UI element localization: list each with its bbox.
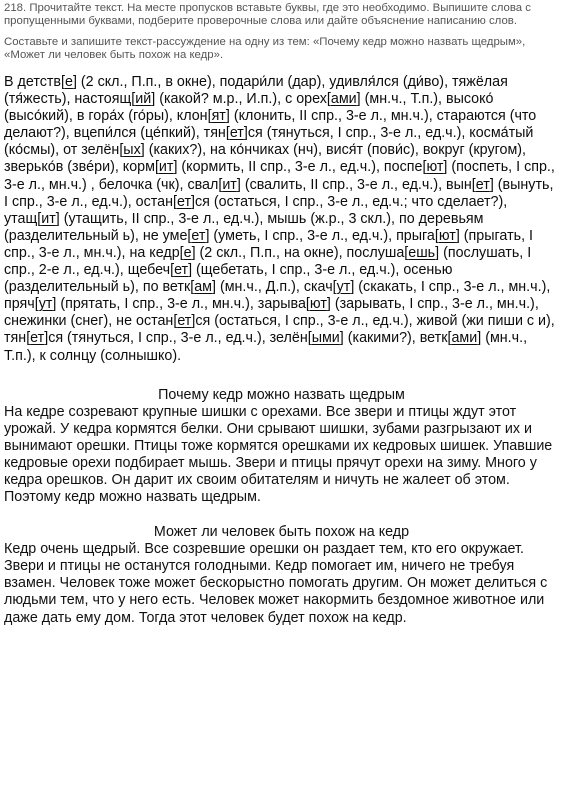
inserted-letters: ят bbox=[211, 108, 226, 125]
inserted-letters: ет bbox=[30, 330, 45, 347]
essay-text: Кедр очень щедрый. Все созревшие орешки он раздает тем, кто его окружает. Звери и птицы не останутся голодными. Кедр помогает им, ничего не требуя взамен. Человек тоже может бескорыстно помогать другим. Он может делиться с людьми тем, что у него есть. Человек может накормить бездомное животное или даже дать ему дом. Тогда этот человек будет похож на кедр. bbox=[4, 541, 548, 626]
inserted-letters: ешь bbox=[408, 244, 436, 261]
inserted-letters: ыми bbox=[311, 330, 340, 347]
inserted-letters: ет bbox=[174, 262, 189, 279]
inserted-letters: ют bbox=[426, 159, 444, 176]
inserted-letters: ами bbox=[330, 91, 357, 108]
inserted-letters: е bbox=[65, 74, 73, 90]
inserted-letters: ют bbox=[309, 296, 327, 313]
inserted-letters: ет bbox=[177, 193, 192, 210]
inserted-letters: ит bbox=[41, 210, 56, 227]
essay-title: Почему кедр можно назвать щедрым bbox=[158, 386, 405, 403]
inserted-letters: ий bbox=[135, 91, 152, 108]
inserted-letters: ет bbox=[475, 176, 490, 193]
inserted-letters: ых bbox=[123, 142, 141, 159]
inserted-letters: ет bbox=[191, 227, 206, 244]
essay-person-like-cedar bbox=[4, 524, 559, 626]
task-instructions: 218. Прочитайте текст. На месте пропусков вставьте буквы, где это необходимо. Выпишите слова с пропущенными буквами, подберите проверочные слова или дайте объяснение написанию слов. bbox=[4, 2, 532, 27]
essay-text: На кедре созревают крупные шишки с орехами. Все звери и птицы ждут этот урожай. У кедра кормятся белки. Они срывают шишки, зубами разгрызают их и вынимают орешки. Птицы тоже кормятся орешками их кедровых шишек. Упавшие кедровые орехи подбирает мышь. Звери и птицы прячут орехи на зиму. Много у кедра орешков. Он дарит их своим обитателям и ничуть не жалеет об этом. Поэтому кедр можно назвать щедрым. bbox=[4, 403, 553, 506]
essay-generous-cedar bbox=[4, 387, 559, 507]
inserted-letters: ит bbox=[222, 176, 237, 193]
inserted-letters: ет bbox=[177, 313, 192, 330]
inserted-letters: е bbox=[183, 244, 192, 261]
task-topics: Составьте и запишите текст-рассуждение на одну из тем: «Почему кедр можно назвать щедрым», «Может ли человек быть похож на кедр». bbox=[4, 36, 526, 61]
inserted-letters: ут bbox=[336, 279, 351, 296]
inserted-letters: ам bbox=[194, 279, 212, 296]
essay-title: Может ли человек быть похож на кедр bbox=[153, 524, 410, 541]
answer-word-analysis: В детств[е] (2 скл., П.п., в окне), подари́ли (дар), удивля́лся (ди́во), тяжёлая (тя́жесть), настоящ[ий] (какой? м.р., И.п.), с орех[ами] (мн.ч., Т.п.), высоко́ (высо́кий), в гора́х (го́ры), клон[ят] (клонить, II спр., 3-е л., мн.ч.), стараются (что делают?), вцепи́лся (це́пкий), тян[ет]ся (тянуться, I спр., 3-е л., ед.ч.), косма́тый (ко́смы), от зелён[ых] (каких?), на ко́нчиках (нч), вися́т (пови́с), вокруг (кругом), зверько́в (звéри), корм[ит] (кормить, II спр., 3-е л., ед.ч.), поспе[ют] (поспеть, I спр., 3-е л., мн.ч.) , белочка (чк), свал[ит] (свалить, II спр., 3-е л., ед.ч.), вын[ет] (вынуть, I спр., 3-е л., ед.ч.), остан[ет]ся (остаться, I спр., 3-е л., ед.ч.; что сделает?), утащ[ит] (утащить, II спр., 3-е л., ед.ч.), мышь (ж.р., 3 скл.), по деревьям (разделительный ь), не уме[ет] (уметь, I спр., 3-е л., ед.ч.), прыга[ют] (прыгать, I спр., 3-е л., мн.ч.), на кедр[е] (2 скл., П.п., на окне), послуша[ешь] (послушать, I спр., 2-е л., ед.ч.), щебеч[ет] (щебетать, I спр., 3-е л., ед.ч.), осенью (разделительный ь), по ветк[ам] (мн.ч., Д.п.), скач[ут] (скакать, I спр., 3-е л., мн.ч.), пряч[ут] (прятать, I спр., 3-е л., мн.ч.), зарыва[ют] (зарывать, I спр., 3-е л., мн.ч.), снежинки (снег), не остан[ет]ся (остаться, I спр., 3-е л., ед.ч.), живой (жи пиши с и), тян[ет]ся (тянуться, I спр., 3-е л., ед.ч.), зелён[ыми] (какими?), ветк[ами] (мн.ч., Т.п.), к солнцу (солнышко). bbox=[4, 74, 555, 364]
inserted-letters: ит bbox=[158, 159, 174, 176]
inserted-letters: ут bbox=[38, 296, 53, 313]
inserted-letters: ет bbox=[229, 125, 244, 142]
inserted-letters: ами bbox=[451, 330, 478, 347]
inserted-letters: ют bbox=[438, 227, 456, 244]
